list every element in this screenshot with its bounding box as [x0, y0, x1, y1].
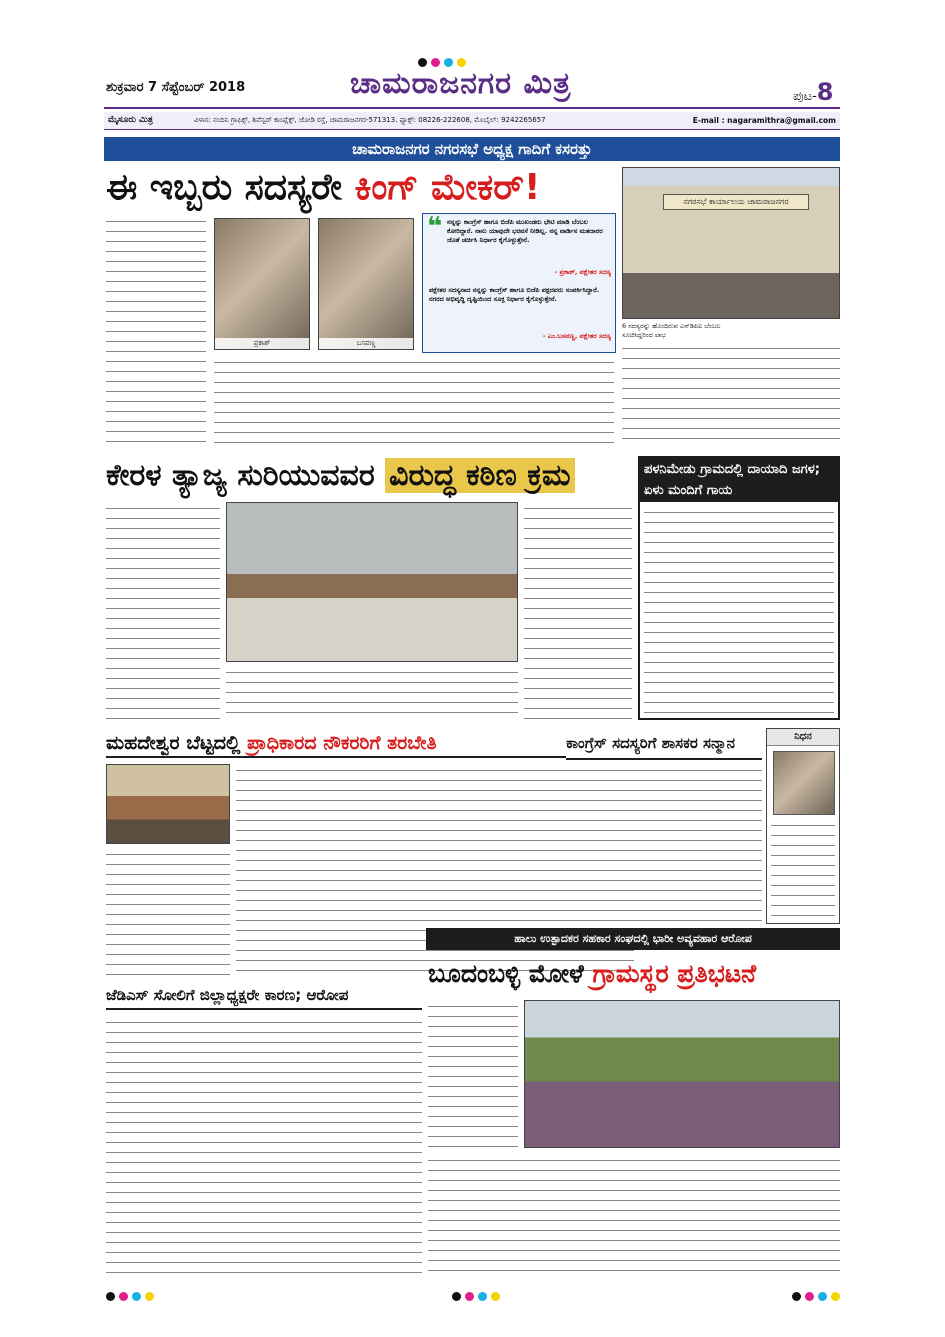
photo-nagarasabhe-building: [622, 167, 840, 319]
story2-text-right: [524, 502, 632, 720]
registration-marks-bottom-center: [452, 1286, 504, 1305]
quote1-author: - ಪ್ರಕಾಶ್, ಪಕ್ಷೇತರ ಸದಸ್ಯ: [554, 268, 611, 276]
photo-caption: ಪ್ರಕಾಶ್: [215, 338, 309, 349]
quote2-text: ಪಕ್ಷೇತರ ಸದಸ್ಯನಾದ ನನ್ನನ್ನು ಕಾಂಗ್ರೆಸ್ ಹಾಗೂ ಬಿಜೆಪಿ ಪಕ್ಷದವರು ಸಂಪರ್ಕಿಸಿದ್ದಾರೆ. ನಗರದ ಅಭಿವೃದ್ಧಿ ದೃಷ್ಟಿಯಿಂದ ಸೂಕ್ತ ನಿರ್ಧಾರ ಕೈಗೊಳ್ಳುತ್ತೇನೆ.: [429, 286, 600, 303]
photo-protest: [524, 1000, 840, 1148]
story7-kicker: ಹಾಲು ಉತ್ಪಾದಕರ ಸಹಕಾರ ಸಂಘದಲ್ಲಿ ಭಾರೀ ಅವ್ಯವಹಾರ ಆರೋಪ: [514, 932, 752, 945]
story1-headline-b: ಕಿಂಗ್ ಮೇಕರ್!: [354, 167, 541, 208]
photo-training: [106, 764, 230, 844]
publisher-email: E-mail : nagaramithra@gmail.com: [692, 116, 836, 125]
story3-text: [644, 506, 834, 714]
story7-text-col: [428, 1000, 518, 1150]
obituary-box: [766, 728, 840, 924]
story3-box: [638, 456, 840, 720]
publisher-address: ವಿಳಾಸ: ನಂದಿನಿ ಗ್ರಾಫಿಕ್ಸ್, ಶಿವೆಸ್ವರ್ ಕಾಂಪ್ಲೆಕ್ಸ್, ಜೋಡಿ ರಸ್ತೆ, ಚಾಮರಾಜನಗರ-571313. ಫ್ಯಾಕ್ಸ್: 08226-222608, ಮೊಬೈಲ್: 9242265657: [194, 116, 546, 124]
story1-text-col1: [106, 215, 206, 448]
masthead-title: ಚಾಮರಾಜನಗರ ಮಿತ್ರ: [350, 66, 572, 101]
story1-headline-a: ಈ ಇಬ್ಬರು ಸದಸ್ಯರೇ: [106, 167, 342, 208]
quote1-text: ನನ್ನನ್ನು ಕಾಂಗ್ರೆಸ್ ಹಾಗೂ ಬಿಜೆಪಿ ಮುಖಂಡರು ಭೇಟಿ ಮಾಡಿ ಬೆಂಬಲ ಕೋರಿದ್ದಾರೆ. ನಾನು ಯಾವುದೇ ಭರವಸೆ ನೀಡಿಲ್ಲ. ನನ್ನ ವಾರ್ಡಿನ ಮತದಾರರ ಜೊತೆ ಚರ್ಚಿಸಿ ನಿರ್ಧಾರ ಕೈಗೊಳ್ಳುತ್ತೇನೆ.: [447, 218, 603, 244]
registration-marks-bottom-left: [106, 1286, 158, 1305]
publisher-tag: ಮೈಸೂರು ಮಿತ್ರ: [108, 115, 153, 125]
quote2-author: - ಎಂ.ಬಸವಣ್ಣ, ಪಕ್ಷೇತರ ಸದಸ್ಯ: [542, 332, 611, 340]
story6-text: [106, 1016, 422, 1278]
story5-text: [566, 764, 762, 924]
story2-headline-b: ವಿರುದ್ಧ ಕಠಿಣ ಕ್ರಮ: [385, 458, 574, 493]
story7-headline: [428, 952, 840, 996]
story2-text-bottom: [226, 666, 518, 720]
page-label: ಪುಟ-: [793, 89, 817, 104]
story2-headline: [106, 456, 636, 496]
masthead-date: ಶುಕ್ರವಾರ 7 ಸೆಪ್ಟೆಂಬರ್ 2018: [106, 80, 246, 95]
photo-prakash: [214, 218, 310, 350]
story2-text-left: [106, 502, 220, 720]
story4-headline-b: ಪ್ರಾಧಿಕಾರದ ನೌಕರರಿಗೆ ತರಬೇತಿ: [247, 732, 437, 754]
story1-text-cols: [214, 356, 614, 448]
story5-headline: ಕಾಂಗ್ರೆಸ್ ಸದಸ್ಯರಿಗೆ ಶಾಸಕರ ಸನ್ಮಾನ: [566, 728, 762, 760]
story3-headline: ಪಳನಿಮೇಡು ಗ್ರಾಮದಲ್ಲಿ ದಾಯಾದಿ ಜಗಳ; ಏಳು ಮಂದಿಗೆ ಗಾಯ: [640, 458, 838, 502]
story1-kicker: ಚಾಮರಾಜನಗರ ನಗರಸಭೆ ಅಧ್ಯಕ್ಷ ಗಾದಿಗೆ ಕಸರತ್ತು: [352, 140, 592, 158]
building-caption: 6 ಸದಸ್ಯರನ್ನು ಹೊಂದಿರುವ ಎಸ್‌ಡಿಪಿಐ ಬೆಂಬಲ ಸೂಚಿಸಿದ್ದರಿಂದ ಲಾಭ: [622, 322, 721, 339]
publisher-strip: [104, 112, 840, 130]
story4-headline: [106, 728, 634, 758]
masthead-rule: [104, 107, 840, 109]
quote-mark-icon: ❝: [427, 212, 443, 242]
obituary-header: ನಿಧನ: [767, 729, 839, 746]
building-sign: ನಗರಸಭೆ ಕಾರ್ಯಾಲಯ ಚಾಮರಾಜನಗರ: [663, 194, 809, 210]
story6-headline: ಜೆಡಿಎಸ್ ಸೋಲಿಗೆ ಜಿಲ್ಲಾಧ್ಯಕ್ಷರೇ ಕಾರಣ; ಆರೋಪ: [106, 980, 422, 1010]
photo-kerala-meeting: [226, 502, 518, 662]
story7-headline-b: ಗ್ರಾಮಸ್ಥರ ಪ್ರತಿಭಟನೆ: [592, 959, 757, 988]
obituary-photo: [773, 751, 835, 815]
page-number: 8: [816, 78, 834, 106]
photo-caption: ಬಸವಣ್ಣ: [319, 338, 413, 349]
photo-basavanna: [318, 218, 414, 350]
story2-headline-a: ಕೇರಳ ತ್ಯಾಜ್ಯ ಸುರಿಯುವವರ: [106, 458, 375, 493]
page-number-label: [793, 78, 833, 106]
registration-marks-bottom-right: [792, 1286, 844, 1305]
story7-text-bottom: [428, 1154, 840, 1278]
quote-box: [422, 213, 616, 353]
story1-text-right: [622, 342, 840, 448]
story7-kicker-bar: [426, 928, 840, 950]
story7-headline-a: ಬೂದಂಬಳ್ಳಿ ಮೋಳೆ: [428, 959, 584, 988]
story4-headline-a: ಮಹದೇಶ್ವರ ಬೆಟ್ಟದಲ್ಲಿ: [106, 732, 241, 754]
story4-text: [106, 848, 230, 978]
obituary-text: [771, 819, 835, 919]
story1-headline: [106, 165, 646, 211]
story1-kicker-bar: [104, 137, 840, 161]
